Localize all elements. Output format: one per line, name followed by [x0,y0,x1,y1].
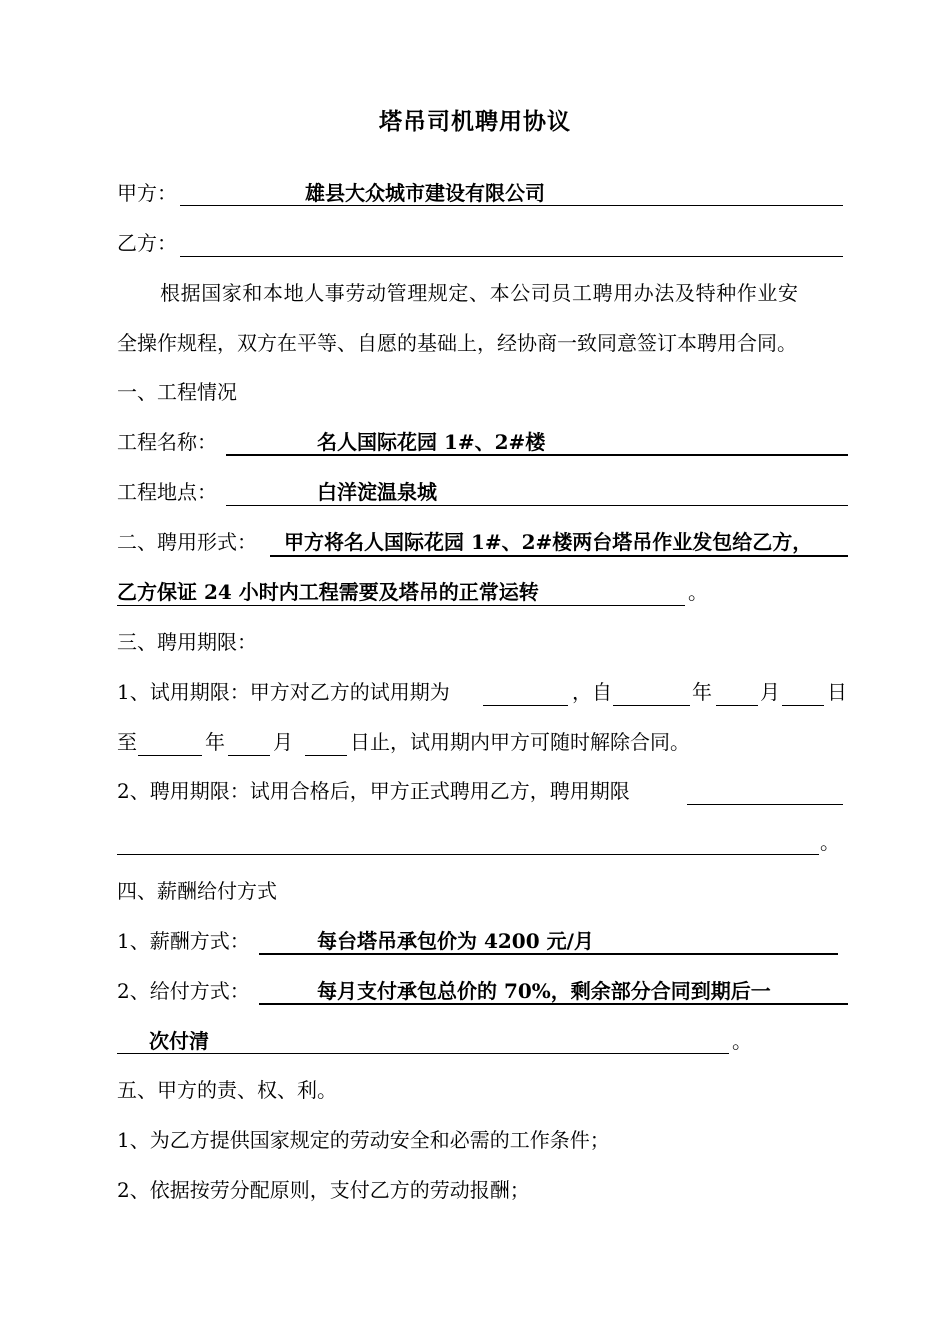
trial-end-year-blank [138,755,202,756]
employ-period-blank-1 [687,804,843,805]
project-site-value: 白洋淀温泉城 [317,480,437,504]
pay-method-label: 1、薪酬方式： [117,929,250,953]
payment-method-value-line-2: 次付清 [149,1029,209,1053]
party-a-label: 甲方： [117,181,177,205]
party-a-underline [180,205,843,206]
party-b-underline [180,256,843,257]
trial-month-text: 月 [760,680,780,704]
project-site-label: 工程地点： [117,480,217,504]
trial-end-text: 日止，试用期内甲方可随时解除合同。 [350,730,690,754]
trial-end-month-blank [228,755,270,756]
project-name-underline [226,454,848,456]
payment-method-value-line-1: 每月支付承包总价的 70%，剩余部分合同到期后一 [317,979,771,1003]
section-5-heading: 五、甲方的责、权、利。 [117,1078,337,1102]
payment-method-underline-2 [117,1053,729,1054]
pay-method-value: 每台塔吊承包价为 4200 元/月 [317,929,594,953]
trial-from-text: ，自 [572,680,612,704]
project-site-underline [226,505,848,506]
section-5-item-1: 1、为乙方提供国家规定的劳动安全和必需的工作条件； [117,1128,610,1152]
section-2-value-line-2: 乙方保证 24 小时内工程需要及塔吊的正常运转 [117,580,539,604]
pay-method-underline [259,953,838,955]
trial-end-day-blank [305,755,347,756]
employ-period-end: 。 [820,830,840,854]
section-2-underline-1 [270,555,848,557]
section-2-period: 。 [688,580,708,604]
project-name-value: 名人国际花园 1#、2#楼 [317,430,546,454]
section-3-heading: 三、聘用期限： [117,630,257,654]
party-b-label: 乙方： [117,231,177,255]
section-2-underline-2 [117,605,685,606]
trial-period-text: 1、试用期限：甲方对乙方的试用期为 [117,680,450,704]
section-5-item-2: 2、依据按劳分配原则，支付乙方的劳动报酬； [117,1178,530,1202]
payment-method-underline-1 [259,1003,848,1005]
intro-line-1: 根据国家和本地人事劳动管理规定、本公司员工聘用办法及特种作业安 [160,281,799,305]
section-2-label: 二、聘用形式： [117,530,257,554]
section-2-value-line-1: 甲方将名人国际花园 1#、2#楼两台塔吊作业发包给乙方， [284,530,813,554]
section-1-heading: 一、工程情况 [117,380,237,404]
party-a-value: 雄县大众城市建设有限公司 [305,181,545,205]
trial-day-text: 日 [827,680,847,704]
payment-method-label: 2、给付方式： [117,979,250,1003]
document-title: 塔吊司机聘用协议 [379,108,571,135]
payment-method-period: 。 [732,1029,752,1053]
trial-to-text: 至 [117,730,137,754]
trial-year-text: 年 [692,680,712,704]
trial-end-month-text: 月 [273,730,293,754]
trial-start-month-blank [716,705,758,706]
employ-period-text: 2、聘用期限：试用合格后，甲方正式聘用乙方，聘用期限 [117,779,630,803]
trial-start-day-blank [782,705,824,706]
section-4-heading: 四、薪酬给付方式 [117,879,277,903]
employ-period-blank-2 [117,854,819,855]
trial-start-year-blank [613,705,690,706]
trial-length-blank [483,705,568,706]
trial-end-year-text: 年 [205,730,225,754]
intro-line-2: 全操作规程，双方在平等、自愿的基础上，经协商一致同意签订本聘用合同。 [117,331,797,355]
project-name-label: 工程名称： [117,430,217,454]
